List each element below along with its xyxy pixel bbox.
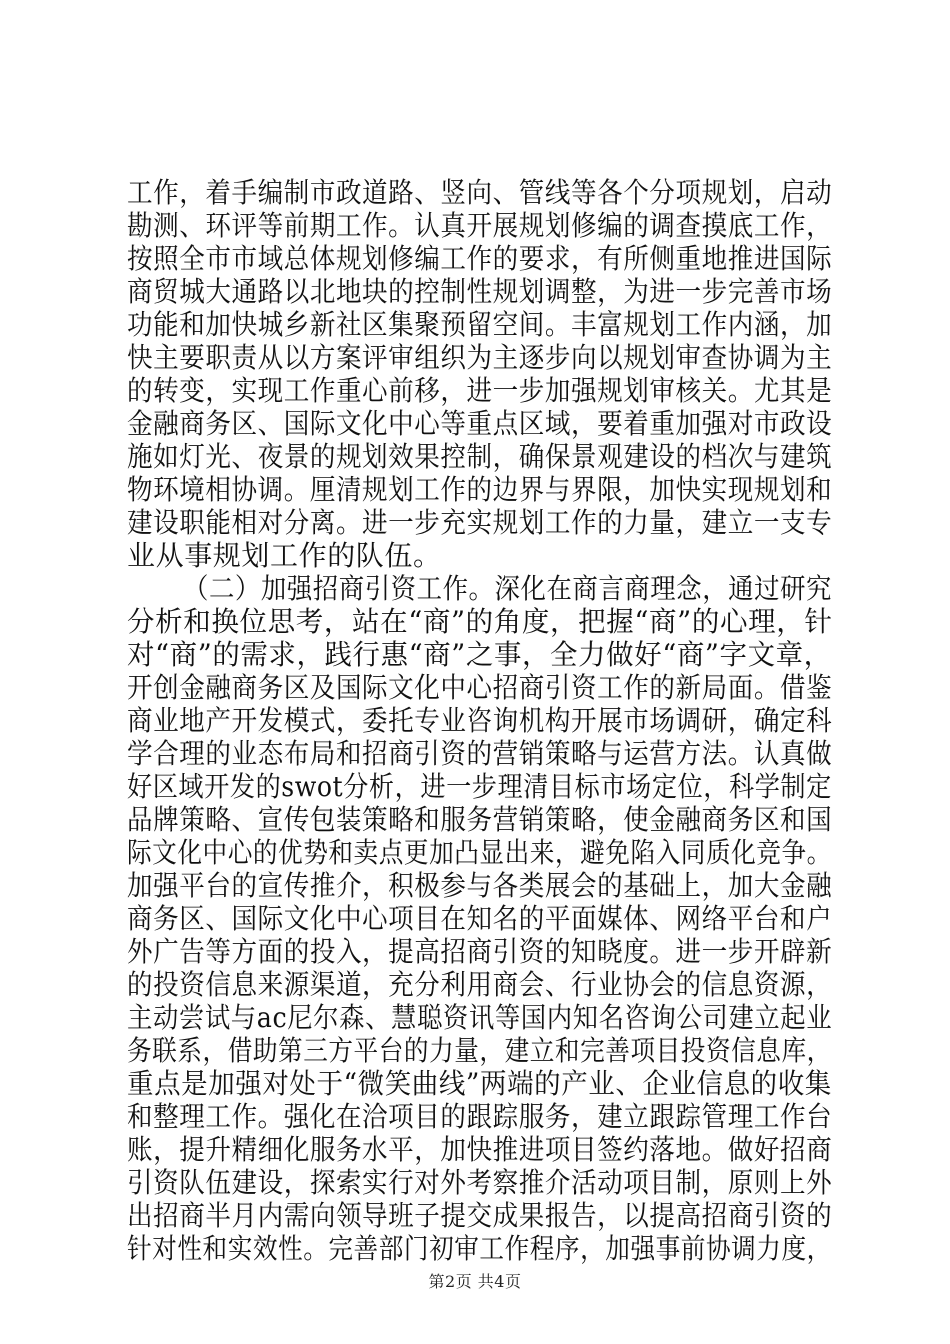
text-line: 学合理的业态布局和招商引资的营销策略与运营方法。认真做 <box>127 737 833 770</box>
text-line: 主动尝试与ac尼尔森、慧聪资讯等国内知名咨询公司建立起业 <box>127 1001 833 1034</box>
text-line: 勘测、环评等前期工作。认真开展规划修编的调查摸底工作， <box>127 209 833 242</box>
text-line: 工作，着手编制市政道路、竖向、管线等各个分项规划，启动 <box>127 176 833 209</box>
text-line: 施如灯光、夜景的规划效果控制，确保景观建设的档次与建筑 <box>127 440 833 473</box>
text-line: 开创金融商务区及国际文化中心招商引资工作的新局面。借鉴 <box>127 671 833 704</box>
text-line: 加强平台的宣传推介，积极参与各类展会的基础上，加大金融 <box>127 869 833 902</box>
text-line: 快主要职责从以方案评审组织为主逐步向以规划审查协调为主 <box>127 341 833 374</box>
text-line: 际文化中心的优势和卖点更加凸显出来，避免陷入同质化竞争。 <box>127 836 832 869</box>
text-line: 分析和换位思考，站在“商”的角度，把握“商”的心理，针 <box>127 605 833 638</box>
text-line: 商务区、国际文化中心项目在知名的平面媒体、网络平台和户 <box>127 902 833 935</box>
text-line: 品牌策略、宣传包装策略和服务营销策略，使金融商务区和国 <box>127 803 833 836</box>
text-line: 重点是加强对处于“微笑曲线”两端的产业、企业信息的收集 <box>127 1067 832 1100</box>
text-line: 和整理工作。强化在洽项目的跟踪服务，建立跟踪管理工作台 <box>127 1100 833 1133</box>
text-line: 对“商”的需求，践行惠“商”之事，全力做好“商”字文章， <box>127 638 832 671</box>
text-line: 出招商半月内需向领导班子提交成果报告，以提高招商引资的 <box>127 1199 833 1232</box>
text-line: 的转变，实现工作重心前移，进一步加强规划审核关。尤其是 <box>127 374 833 407</box>
text-line: 好区域开发的swot分析，进一步理清目标市场定位，科学制定 <box>127 770 832 803</box>
text-line: 商贸城大通路以北地块的控制性规划调整，为进一步完善市场 <box>127 275 833 308</box>
text-line: 物环境相协调。厘清规划工作的边界与界限，加快实现规划和 <box>127 473 833 506</box>
text-line: 务联系，借助第三方平台的力量，建立和完善项目投资信息库， <box>127 1034 832 1067</box>
text-line: 建设职能相对分离。进一步充实规划工作的力量，建立一支专 <box>127 506 833 539</box>
text-line: 针对性和实效性。完善部门初审工作程序，加强事前协调力度， <box>127 1232 832 1265</box>
text-line: 引资队伍建设，探索实行对外考察推介活动项目制，原则上外 <box>127 1166 833 1199</box>
text-line: 功能和加快城乡新社区集聚预留空间。丰富规划工作内涵，加 <box>127 308 833 341</box>
text-line: 业从事规划工作的队伍。 <box>127 539 442 572</box>
section-heading-line: （二）加强招商引资工作。深化在商言商理念，通过研究 <box>183 572 833 605</box>
text-line: 商业地产开发模式，委托专业咨询机构开展市场调研，确定科 <box>127 704 833 737</box>
text-line: 账，提升精细化服务水平，加快推进项目签约落地。做好招商 <box>127 1133 833 1166</box>
page-footer: 第2页 共4页 <box>428 1272 522 1291</box>
text-line: 按照全市市域总体规划修编工作的要求，有所侧重地推进国际 <box>127 242 833 275</box>
text-line: 金融商务区、国际文化中心等重点区域，要着重加强对市政设 <box>127 407 833 440</box>
text-line: 的投资信息来源渠道，充分利用商会、行业协会的信息资源， <box>127 968 833 1001</box>
text-line: 外广告等方面的投入，提高招商引资的知晓度。进一步开辟新 <box>127 935 833 968</box>
